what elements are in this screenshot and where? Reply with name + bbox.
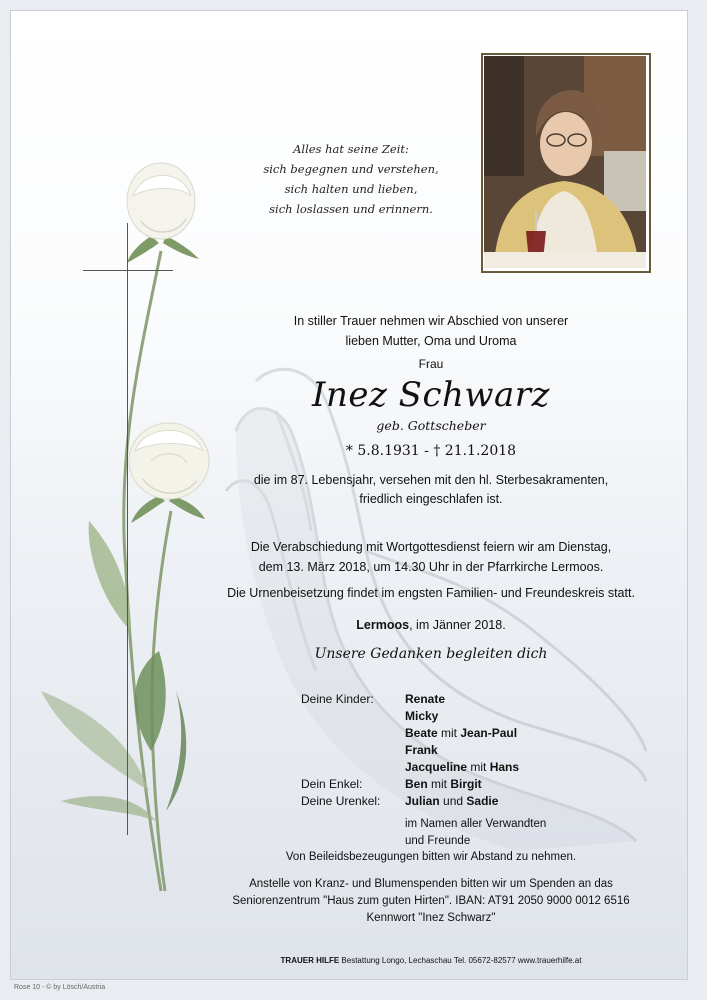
motto-line: sich loslassen und erinnern.: [269, 202, 433, 216]
place-date-text: , im Jänner 2018.: [409, 618, 506, 632]
ceremony-line: dem 13. März 2018, um 14.30 Uhr in der Pfarrkirche Lermoos.: [258, 560, 604, 574]
donation-line: Seniorenzentrum "Haus zum guten Hirten". IBAN: AT91 2050 9000 0012 6516: [232, 895, 630, 907]
family-member: Julian und Sadie: [405, 794, 499, 808]
family-member: Renate: [405, 692, 446, 706]
intro-line: lieben Mutter, Oma und Uroma: [345, 334, 517, 348]
motto-line: Alles hat seine Zeit:: [293, 142, 409, 156]
motto-line: sich begegnen und verstehen,: [263, 162, 439, 176]
family-row: [301, 708, 631, 725]
funeral-home-brand: TRAUER HILFE: [280, 956, 340, 965]
funeral-home-contact: Bestattung Longo, Lechaschau Tel. 05672-82577 www.trauerhilfe.at: [339, 956, 582, 965]
motto-verse: [251, 139, 451, 219]
portrait-photo-image: [484, 56, 646, 268]
family-row: [301, 793, 631, 810]
place-date: [221, 615, 641, 635]
life-dates: * 5.8.1931 - † 21.1.2018: [345, 443, 517, 459]
title-frau: Frau: [418, 357, 444, 371]
urn-burial-note: Die Urnenbeisetzung findet im engsten Familien- und Freundeskreis statt.: [227, 586, 635, 600]
deceased-name: Inez Schwarz: [312, 375, 550, 415]
cross-icon: [83, 223, 173, 835]
grandchildren-label: Dein Enkel:: [301, 777, 363, 791]
motto-line: sich halten und lieben,: [284, 182, 418, 196]
age-line: friedlich eingeschlafen ist.: [359, 492, 503, 506]
ceremony-line: Die Verabschiedung mit Wortgottesdienst feiern wir am Dienstag,: [250, 540, 612, 554]
condolence-note: Von Beileidsbezeugungen bitten wir Abstand zu nehmen.: [285, 851, 577, 863]
family-member: Micky: [405, 709, 439, 723]
children-label: Deine Kinder:: [301, 692, 374, 706]
portrait-photo: [484, 56, 646, 268]
family-member: Ben mit Birgit: [405, 777, 482, 791]
family-row: [301, 691, 631, 708]
family-row: [301, 759, 631, 776]
relatives-note-line: und Freunde: [405, 835, 471, 847]
copyright-note: Rose 10 - © by Lösch/Austria: [14, 984, 106, 991]
relatives-note-line: im Namen aller Verwandten: [405, 818, 547, 830]
obituary-main-text: [221, 311, 641, 665]
funeral-home-footer: [221, 956, 641, 966]
birth-name: geb. Gottscheber: [376, 418, 486, 433]
thoughts-heading: Unsere Gedanken begleiten dich: [314, 646, 548, 662]
relatives-note: [301, 816, 631, 833]
family-list: [301, 691, 631, 850]
intro-line: In stiller Trauer nehmen wir Abschied von unserer: [293, 314, 569, 328]
family-row: [301, 742, 631, 759]
family-row: [301, 725, 631, 742]
relatives-note: [301, 833, 631, 850]
donation-line: Kennwort "Inez Schwarz": [366, 912, 496, 924]
great-grandchildren-label: Deine Urenkel:: [301, 794, 381, 808]
donation-line: Anstelle von Kranz- und Blumenspenden bitten wir um Spenden an das: [249, 878, 613, 890]
family-member: Frank: [405, 743, 438, 757]
family-member: Beate mit Jean-Paul: [405, 726, 518, 740]
cross-horizontal-bar: [83, 270, 173, 271]
cross-vertical-bar: [127, 223, 128, 835]
age-line: die im 87. Lebensjahr, versehen mit den hl. Sterbesakramenten,: [253, 473, 609, 487]
family-member: Jacqueline mit Hans: [405, 760, 520, 774]
portrait-photo-frame: [481, 53, 651, 273]
obituary-card: [10, 10, 688, 980]
place-name: Lermoos: [356, 618, 410, 632]
family-row: [301, 776, 631, 793]
closing-notes: [221, 849, 641, 927]
